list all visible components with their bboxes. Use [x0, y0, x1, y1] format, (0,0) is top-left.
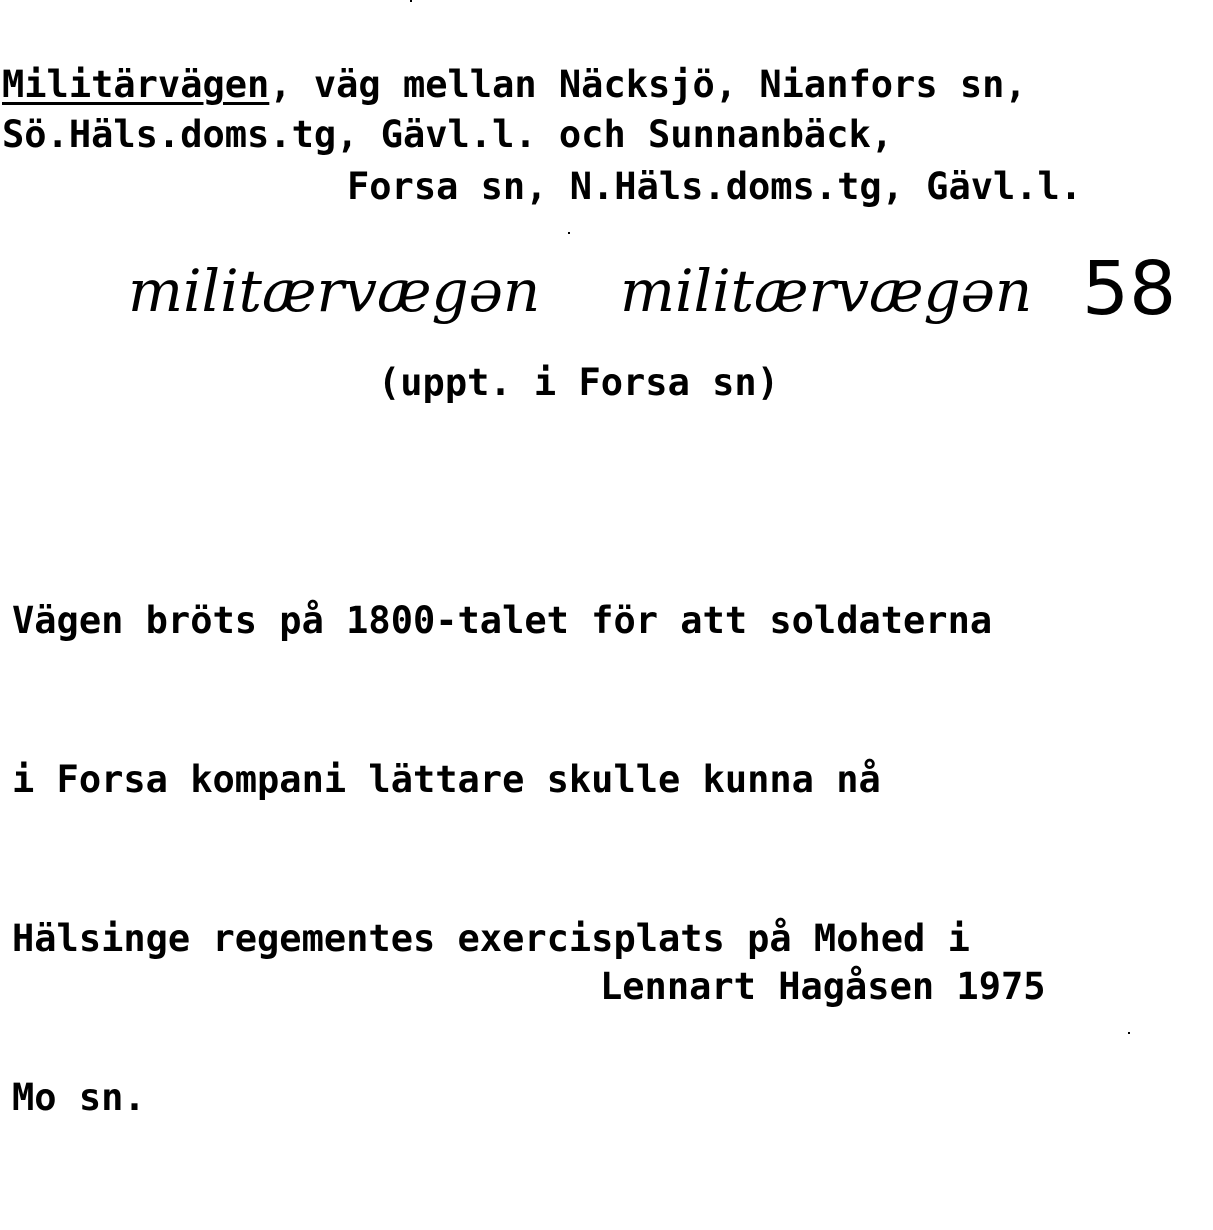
phonetic-form-1: militærvægən: [128, 257, 541, 325]
description-line-2: i Forsa kompani lättare skulle kunna nå: [12, 758, 881, 801]
scan-speck: [1128, 1032, 1130, 1034]
scan-speck: [568, 232, 570, 234]
signature: [600, 965, 1046, 1008]
header-line-1: [2, 63, 1027, 106]
headword: Militärvägen: [2, 63, 270, 106]
page-number: 58: [1082, 246, 1177, 332]
description-line-3: Hälsinge regementes exercisplats på Mohed i: [12, 917, 970, 960]
signature-year: 1975: [956, 965, 1046, 1008]
description: [12, 488, 992, 1230]
header-line-3: Forsa sn, N.Häls.doms.tg, Gävl.l.: [347, 165, 1083, 208]
header-line-1-rest: , väg mellan Näcksjö, Nianfors sn,: [269, 63, 1027, 106]
signature-author: Lennart Hagåsen: [600, 965, 935, 1008]
description-line-4: Mo sn.: [12, 1076, 146, 1119]
source-note: (uppt. i Forsa sn): [378, 361, 779, 404]
header-line-2: Sö.Häls.doms.tg, Gävl.l. och Sunnanbäck,: [2, 113, 894, 156]
phonetic-form-2: militærvægən: [620, 257, 1033, 325]
description-line-1: Vägen bröts på 1800-talet för att soldaterna: [12, 599, 993, 642]
scan-speck: [410, 0, 412, 2]
